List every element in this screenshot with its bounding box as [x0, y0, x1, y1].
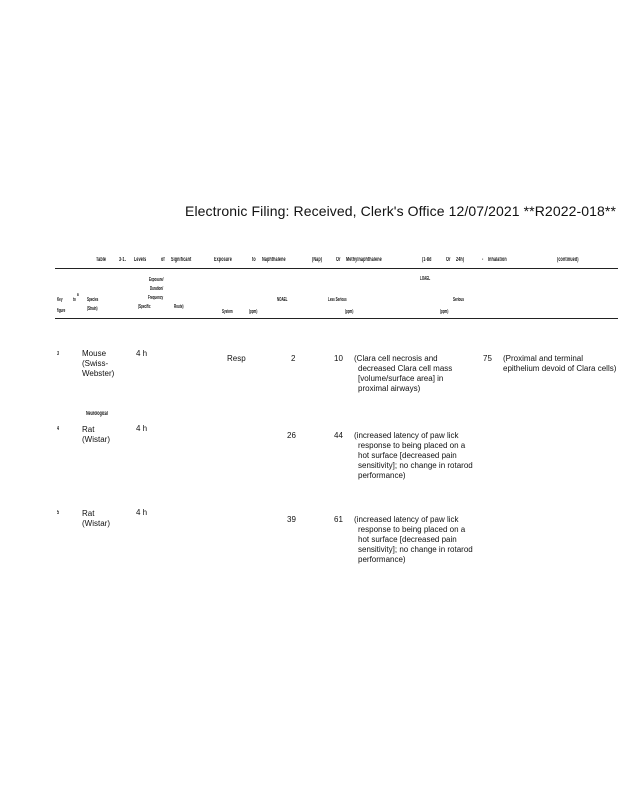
caption-dash: -: [482, 257, 484, 263]
header-figure: figure: [57, 308, 66, 314]
caption-nap: (Nap): [312, 257, 323, 263]
header-frequency: Frequency: [148, 295, 164, 301]
caption-inhalation: Inhalation: [488, 257, 507, 263]
header-bottom-rule: [55, 318, 618, 319]
header-route: Route): [174, 304, 184, 310]
caption-significant: Significant: [171, 257, 192, 263]
row-3-key: 3: [57, 351, 60, 357]
header-specific: (Specific: [138, 304, 151, 310]
header-sup-a: a: [77, 292, 79, 298]
header-noael: NOAEL: [277, 297, 288, 303]
caption-duration-2: 24h): [456, 257, 465, 263]
header-top-rule: [55, 268, 618, 269]
header-key: Key: [57, 297, 63, 303]
caption-exposure: Exposure: [214, 257, 232, 263]
row-4-key: 4: [57, 426, 60, 432]
header-serious: Serious: [453, 297, 465, 303]
row-4-species: Rat (Wistar): [82, 425, 110, 444]
row-3-species: Mouse (Swiss- Webster): [82, 349, 115, 378]
header-ppm-2: (ppm): [345, 309, 354, 315]
caption-naphthalene: Naphthalene: [262, 257, 286, 263]
caption-to: to: [252, 257, 256, 263]
caption-methylnaphthalene: Methylnaphthalene: [346, 257, 382, 263]
header-loael: LOAEL: [420, 276, 431, 282]
caption-of: of: [161, 257, 165, 263]
row-5-less-serious-text: (increased latency of paw lick response to being placed on a hot surface [decreased pain sensitivity]; no change in rotarod performance): [354, 515, 473, 564]
caption-or-2: Or: [446, 257, 451, 263]
header-less-serious: Less Serious: [328, 297, 347, 303]
caption-or: Or: [336, 257, 341, 263]
header-ppm-1: (ppm): [249, 309, 258, 315]
row-5-noael: 39: [287, 515, 296, 524]
caption-table: Table: [96, 257, 107, 263]
header-to: to: [73, 297, 76, 303]
row-3-less-serious-value: 10: [334, 354, 343, 363]
caption-continued: (continued): [557, 257, 579, 263]
row-4-duration: 4 h: [136, 424, 148, 433]
header-ppm-3: (ppm): [440, 309, 449, 315]
row-3-noael: 2: [291, 354, 296, 363]
row-4-noael: 26: [287, 431, 296, 440]
row-5-key: 5: [57, 510, 60, 516]
row-3-system: Resp: [227, 354, 246, 363]
header-exposure: Exposure/: [149, 277, 164, 283]
row-3-serious-value: 75: [483, 354, 492, 363]
header-duration: Duration/: [150, 286, 164, 292]
filing-stamp: Electronic Filing: Received, Clerk's Office 12/07/2021 **R2022-018**: [185, 203, 616, 219]
header-strain: (Strain): [87, 306, 98, 312]
group-label-neurological: Neurological: [86, 411, 108, 417]
row-3-serious-text: (Proximal and terminal epithelium devoid of Clara cells): [503, 354, 617, 373]
row-5-species: Rat (Wistar): [82, 509, 110, 528]
header-system: System: [222, 309, 233, 315]
row-5-less-serious-value: 61: [334, 515, 343, 524]
header-species: Species: [87, 297, 99, 303]
caption-levels: Levels: [134, 257, 147, 263]
caption-duration: (1-8d: [422, 257, 432, 263]
row-5-duration: 4 h: [136, 508, 148, 517]
row-4-less-serious-text: (increased latency of paw lick response to being placed on a hot surface [decreased pain sensitivity]; no change in rotarod performance): [354, 431, 473, 480]
row-4-less-serious-value: 44: [334, 431, 343, 440]
row-3-less-serious-text: (Clara cell necrosis and decreased Clara cell mass [volume/surface area] in proximal airways): [354, 354, 453, 393]
row-3-duration: 4 h: [136, 349, 148, 358]
caption-number: 3-1.: [119, 257, 126, 263]
